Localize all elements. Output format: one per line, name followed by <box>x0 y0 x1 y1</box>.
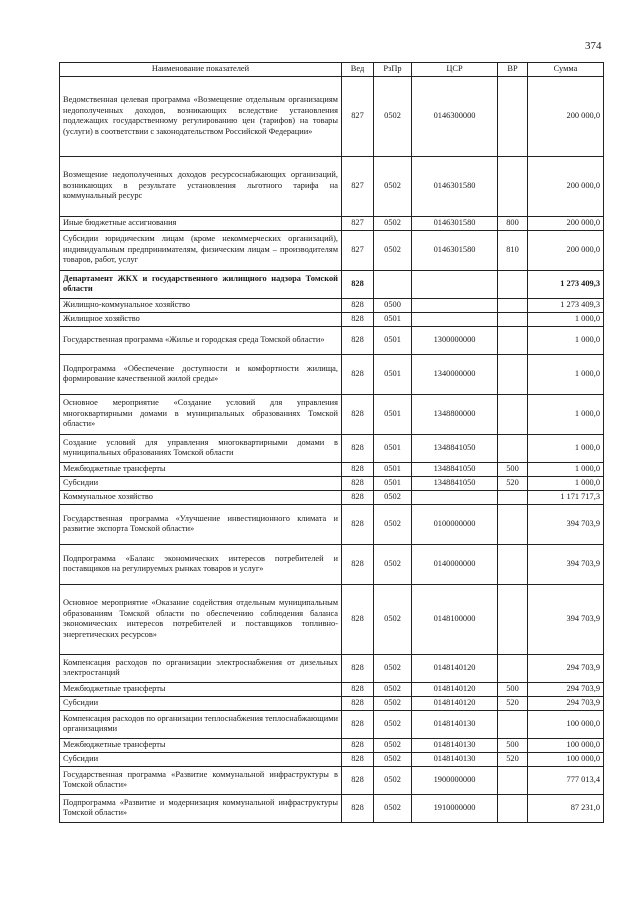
cell-csr: 1900000000 <box>412 766 498 794</box>
cell-ved: 828 <box>342 394 374 434</box>
cell-vr <box>498 434 528 462</box>
cell-rzpr: 0502 <box>374 230 412 270</box>
cell-rzpr <box>374 270 412 298</box>
cell-ved: 827 <box>342 216 374 230</box>
cell-sum: 777 013,4 <box>528 766 604 794</box>
table-row <box>60 298 604 312</box>
cell-rzpr: 0501 <box>374 394 412 434</box>
cell-csr: 0148140120 <box>412 682 498 696</box>
cell-vr: 500 <box>498 682 528 696</box>
table-row <box>60 696 604 710</box>
cell-csr <box>412 298 498 312</box>
cell-csr: 0146301580 <box>412 216 498 230</box>
cell-ved: 828 <box>342 794 374 822</box>
budget-table <box>59 62 604 823</box>
table-row <box>60 504 604 544</box>
cell-sum: 87 231,0 <box>528 794 604 822</box>
cell-csr: 1348841050 <box>412 476 498 490</box>
cell-vr <box>498 654 528 682</box>
cell-name: Государственная программа «Улучшение инвестиционного климата и развитие экспорта Томской области» <box>60 504 342 544</box>
cell-name: Коммунальное хозяйство <box>60 490 342 504</box>
cell-sum: 294 703,9 <box>528 696 604 710</box>
cell-vr <box>498 270 528 298</box>
cell-vr <box>498 544 528 584</box>
cell-rzpr: 0501 <box>374 462 412 476</box>
cell-csr: 1348800000 <box>412 394 498 434</box>
cell-ved: 828 <box>342 544 374 584</box>
cell-ved: 828 <box>342 710 374 738</box>
cell-csr <box>412 490 498 504</box>
cell-csr: 1910000000 <box>412 794 498 822</box>
cell-ved: 828 <box>342 462 374 476</box>
cell-vr: 500 <box>498 738 528 752</box>
cell-rzpr: 0500 <box>374 298 412 312</box>
cell-ved: 828 <box>342 584 374 654</box>
cell-sum: 100 000,0 <box>528 710 604 738</box>
table-row <box>60 76 604 156</box>
cell-csr: 0100000000 <box>412 504 498 544</box>
cell-sum: 200 000,0 <box>528 156 604 216</box>
page-number: 374 <box>585 40 602 52</box>
table-row <box>60 752 604 766</box>
cell-rzpr: 0502 <box>374 738 412 752</box>
cell-sum: 200 000,0 <box>528 216 604 230</box>
cell-vr <box>498 584 528 654</box>
cell-vr <box>498 156 528 216</box>
header-sum: Сумма <box>528 63 604 77</box>
cell-ved: 828 <box>342 476 374 490</box>
cell-sum: 200 000,0 <box>528 230 604 270</box>
cell-rzpr: 0501 <box>374 326 412 354</box>
header-vr: ВР <box>498 63 528 77</box>
cell-csr: 1348841050 <box>412 462 498 476</box>
cell-name: Межбюджетные трансферты <box>60 738 342 752</box>
table-row <box>60 434 604 462</box>
cell-name: Субсидии <box>60 752 342 766</box>
cell-name: Жилищное хозяйство <box>60 312 342 326</box>
cell-rzpr: 0502 <box>374 766 412 794</box>
cell-csr: 0146300000 <box>412 76 498 156</box>
table-row <box>60 794 604 822</box>
cell-vr <box>498 354 528 394</box>
cell-sum: 1 000,0 <box>528 326 604 354</box>
cell-vr <box>498 326 528 354</box>
cell-vr: 800 <box>498 216 528 230</box>
cell-rzpr: 0502 <box>374 584 412 654</box>
header-csr: ЦСР <box>412 63 498 77</box>
cell-rzpr: 0502 <box>374 682 412 696</box>
cell-vr: 520 <box>498 752 528 766</box>
header-name: Наименование показателей <box>60 63 342 77</box>
cell-csr <box>412 312 498 326</box>
table-row <box>60 710 604 738</box>
cell-name: Жилищно-коммунальное хозяйство <box>60 298 342 312</box>
cell-csr: 1340000000 <box>412 354 498 394</box>
cell-name: Департамент ЖКХ и государственного жилищного надзора Томской области <box>60 270 342 298</box>
cell-sum: 1 000,0 <box>528 312 604 326</box>
cell-sum: 1 000,0 <box>528 354 604 394</box>
cell-name: Государственная программа «Развитие коммунальной инфраструктуры в Томской области» <box>60 766 342 794</box>
cell-csr: 0148100000 <box>412 584 498 654</box>
cell-ved: 828 <box>342 326 374 354</box>
cell-sum: 1 000,0 <box>528 434 604 462</box>
cell-name: Основное мероприятие «Оказание содействия отдельным муниципальным образованиям Томской области по обеспечению соблюдения баланса экономических интересов потребителей и поставщиков топливно-энергетических ресурсов» <box>60 584 342 654</box>
cell-vr: 520 <box>498 696 528 710</box>
cell-csr: 0148140120 <box>412 654 498 682</box>
cell-ved: 828 <box>342 654 374 682</box>
cell-sum: 294 703,9 <box>528 654 604 682</box>
cell-vr <box>498 298 528 312</box>
cell-ved: 827 <box>342 156 374 216</box>
table-row <box>60 766 604 794</box>
cell-ved: 828 <box>342 354 374 394</box>
cell-ved: 828 <box>342 766 374 794</box>
table-header-row <box>60 63 604 77</box>
cell-name: Межбюджетные трансферты <box>60 462 342 476</box>
table-row <box>60 230 604 270</box>
table-row <box>60 216 604 230</box>
table-row <box>60 738 604 752</box>
table-row <box>60 544 604 584</box>
cell-csr: 0146301580 <box>412 156 498 216</box>
cell-sum: 1 000,0 <box>528 462 604 476</box>
cell-ved: 828 <box>342 270 374 298</box>
header-rzpr: РзПр <box>374 63 412 77</box>
cell-csr: 1300000000 <box>412 326 498 354</box>
cell-name: Ведомственная целевая программа «Возмещение отдельным организациям недополученных доходов, возникающих вследствие установления подлежащих государственному регулированию цен (тарифов) на товары (услуги) в соответствии с законодательством Российской Федерации» <box>60 76 342 156</box>
cell-sum: 100 000,0 <box>528 738 604 752</box>
cell-rzpr: 0502 <box>374 794 412 822</box>
cell-vr: 520 <box>498 476 528 490</box>
cell-csr: 0148140120 <box>412 696 498 710</box>
cell-vr <box>498 76 528 156</box>
cell-name: Создание условий для управления многоквартирными домами в муниципальных образованиях Томской области <box>60 434 342 462</box>
cell-rzpr: 0502 <box>374 752 412 766</box>
cell-rzpr: 0502 <box>374 76 412 156</box>
cell-rzpr: 0501 <box>374 476 412 490</box>
cell-sum: 1 171 717,3 <box>528 490 604 504</box>
table-row <box>60 156 604 216</box>
cell-sum: 394 703,9 <box>528 544 604 584</box>
cell-ved: 828 <box>342 490 374 504</box>
cell-ved: 828 <box>342 682 374 696</box>
cell-sum: 1 000,0 <box>528 394 604 434</box>
cell-vr: 810 <box>498 230 528 270</box>
table-row <box>60 682 604 696</box>
cell-sum: 394 703,9 <box>528 504 604 544</box>
cell-sum: 1 000,0 <box>528 476 604 490</box>
cell-sum: 294 703,9 <box>528 682 604 696</box>
cell-ved: 827 <box>342 76 374 156</box>
cell-rzpr: 0501 <box>374 434 412 462</box>
cell-ved: 828 <box>342 312 374 326</box>
table-row <box>60 270 604 298</box>
cell-sum: 1 273 409,3 <box>528 270 604 298</box>
cell-rzpr: 0502 <box>374 710 412 738</box>
cell-name: Иные бюджетные ассигнования <box>60 216 342 230</box>
cell-name: Субсидии юридическим лицам (кроме некоммерческих организаций), индивидуальным предпринимателям, физическим лицам – производителям товаров, работ, услуг <box>60 230 342 270</box>
cell-name: Компенсация расходов по организации теплоснабжения теплоснабжающими организациями <box>60 710 342 738</box>
cell-rzpr: 0502 <box>374 654 412 682</box>
header-ved: Вед <box>342 63 374 77</box>
cell-name: Подпрограмма «Обеспечение доступности и комфортности жилища, формирование качественной жилой среды» <box>60 354 342 394</box>
cell-vr: 500 <box>498 462 528 476</box>
table-row <box>60 462 604 476</box>
cell-sum: 200 000,0 <box>528 76 604 156</box>
cell-name: Основное мероприятие «Создание условий для управления многоквартирными домами в муниципальных образованиях Томской области» <box>60 394 342 434</box>
cell-csr <box>412 270 498 298</box>
cell-ved: 828 <box>342 298 374 312</box>
cell-csr: 0148140130 <box>412 738 498 752</box>
cell-vr <box>498 490 528 504</box>
cell-name: Межбюджетные трансферты <box>60 682 342 696</box>
cell-csr: 0140000000 <box>412 544 498 584</box>
cell-rzpr: 0501 <box>374 354 412 394</box>
table-body <box>60 76 604 822</box>
table-row <box>60 326 604 354</box>
cell-rzpr: 0502 <box>374 544 412 584</box>
cell-rzpr: 0502 <box>374 696 412 710</box>
cell-name: Компенсация расходов по организации электроснабжения от дизельных электростанций <box>60 654 342 682</box>
cell-sum: 100 000,0 <box>528 752 604 766</box>
cell-rzpr: 0502 <box>374 156 412 216</box>
cell-csr: 0146301580 <box>412 230 498 270</box>
cell-rzpr: 0502 <box>374 504 412 544</box>
cell-rzpr: 0502 <box>374 490 412 504</box>
cell-ved: 828 <box>342 752 374 766</box>
cell-csr: 0148140130 <box>412 752 498 766</box>
table-row <box>60 312 604 326</box>
cell-name: Подпрограмма «Развитие и модернизация коммунальной инфраструктуры Томской области» <box>60 794 342 822</box>
cell-vr <box>498 504 528 544</box>
cell-name: Государственная программа «Жилье и городская среда Томской области» <box>60 326 342 354</box>
cell-name: Субсидии <box>60 696 342 710</box>
cell-sum: 1 273 409,3 <box>528 298 604 312</box>
cell-vr <box>498 394 528 434</box>
table-row <box>60 394 604 434</box>
cell-name: Возмещение недополученных доходов ресурсоснабжающих организаций, возникающих в результате установления льготного тарифа на коммунальный ресурс <box>60 156 342 216</box>
cell-rzpr: 0501 <box>374 312 412 326</box>
cell-csr: 0148140130 <box>412 710 498 738</box>
cell-ved: 828 <box>342 738 374 752</box>
cell-vr <box>498 710 528 738</box>
cell-ved: 828 <box>342 696 374 710</box>
cell-ved: 828 <box>342 504 374 544</box>
table-row <box>60 654 604 682</box>
cell-ved: 828 <box>342 434 374 462</box>
table-row <box>60 584 604 654</box>
table-row <box>60 476 604 490</box>
cell-name: Подпрограмма «Баланс экономических интересов потребителей и поставщиков на регулируемых рынках товаров и услуг» <box>60 544 342 584</box>
cell-vr <box>498 312 528 326</box>
cell-vr <box>498 766 528 794</box>
cell-csr: 1348841050 <box>412 434 498 462</box>
table-row <box>60 490 604 504</box>
cell-rzpr: 0502 <box>374 216 412 230</box>
cell-vr <box>498 794 528 822</box>
cell-sum: 394 703,9 <box>528 584 604 654</box>
cell-name: Субсидии <box>60 476 342 490</box>
cell-ved: 827 <box>342 230 374 270</box>
table-row <box>60 354 604 394</box>
